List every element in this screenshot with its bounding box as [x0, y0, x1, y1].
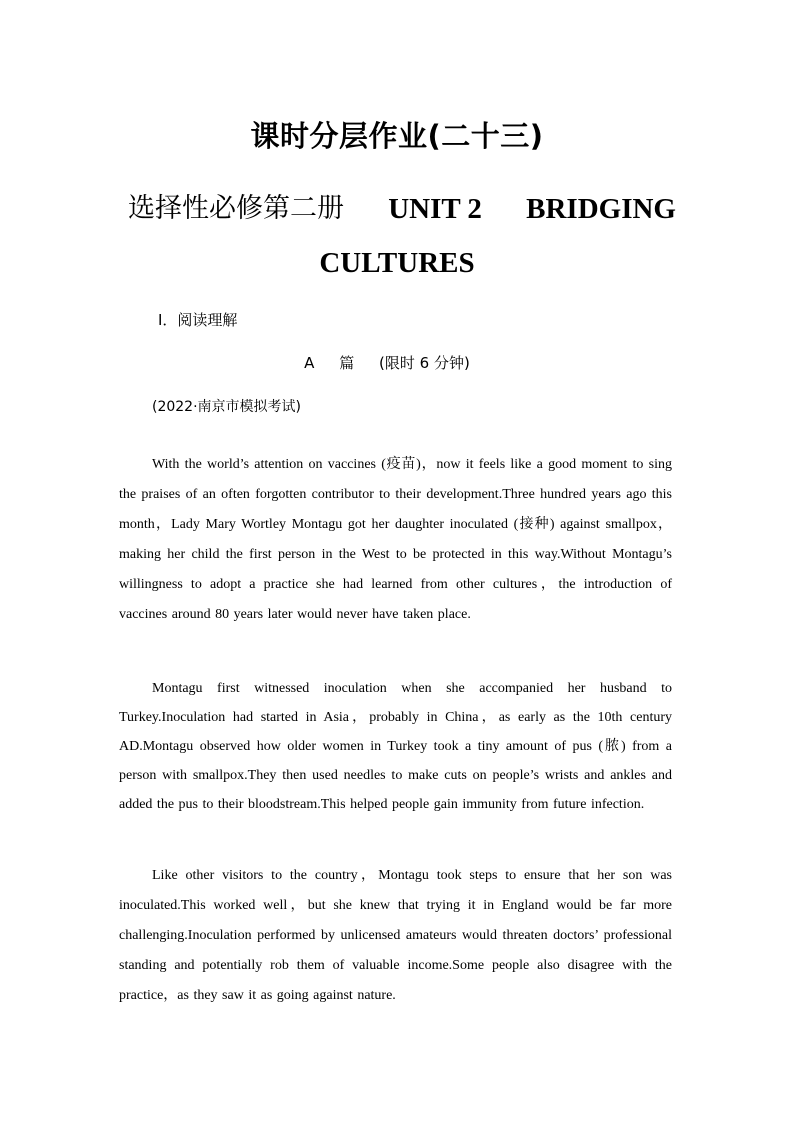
unit-number: UNIT 2	[388, 193, 482, 225]
subtitle-line-1	[128, 189, 676, 229]
unit-topic-part-1: BRIDGING	[526, 193, 676, 225]
time-limit: (限时 6 分钟)	[379, 354, 470, 372]
page-title: 课时分层作业(二十三)	[250, 119, 544, 153]
unit-topic-part-2: CULTURES	[319, 247, 475, 279]
paragraph: With the world’s attention on vaccines (疫苗)，now it feels like a good moment to sing the praises of an often forgotten contributor to their development.Three hundred years ago this month，Lady Mary Wortley Montagu got her daughter inoculated (接种) against smallpox，making her child the first person in the West to be protected in this way.Without Montagu’s willingness to adopt a practice she had learned from other cultures，the introduction of vaccines around 80 years later would never have taken place.	[119, 457, 672, 622]
book-name: 选择性必修第二册	[128, 193, 344, 224]
passage-letter: A	[304, 354, 315, 372]
passage-heading	[0, 352, 794, 373]
passage-label: 篇	[339, 354, 355, 372]
paragraph: Montagu first witnessed inoculation when she accompanied her husband to Turkey.Inoculation had started in Asia，probably in China，as early as the 10th century AD.Montagu observed how older women in Turkey took a tiny amount of pus (脓) from a person with smallpox.They then used needles to make cuts on people’s wrists and ankles and added the pus to their bloodstream.This helped people gain immunity from future infection.	[119, 681, 672, 812]
section-heading: Ⅰ．阅读理解	[158, 311, 238, 329]
source-note: (2022·南京市模拟考试)	[152, 399, 302, 415]
paragraph: Like other visitors to the country，Montagu took steps to ensure that her son was inoculated.This worked well，but she knew that trying it in England would be far more challenging.Inoculation performed by unlicensed amateurs would threaten doctors’ professional standing and potentially rob them of valuable income.Some people also disagree with the practice，as they saw it as going against nature.	[119, 868, 672, 1003]
